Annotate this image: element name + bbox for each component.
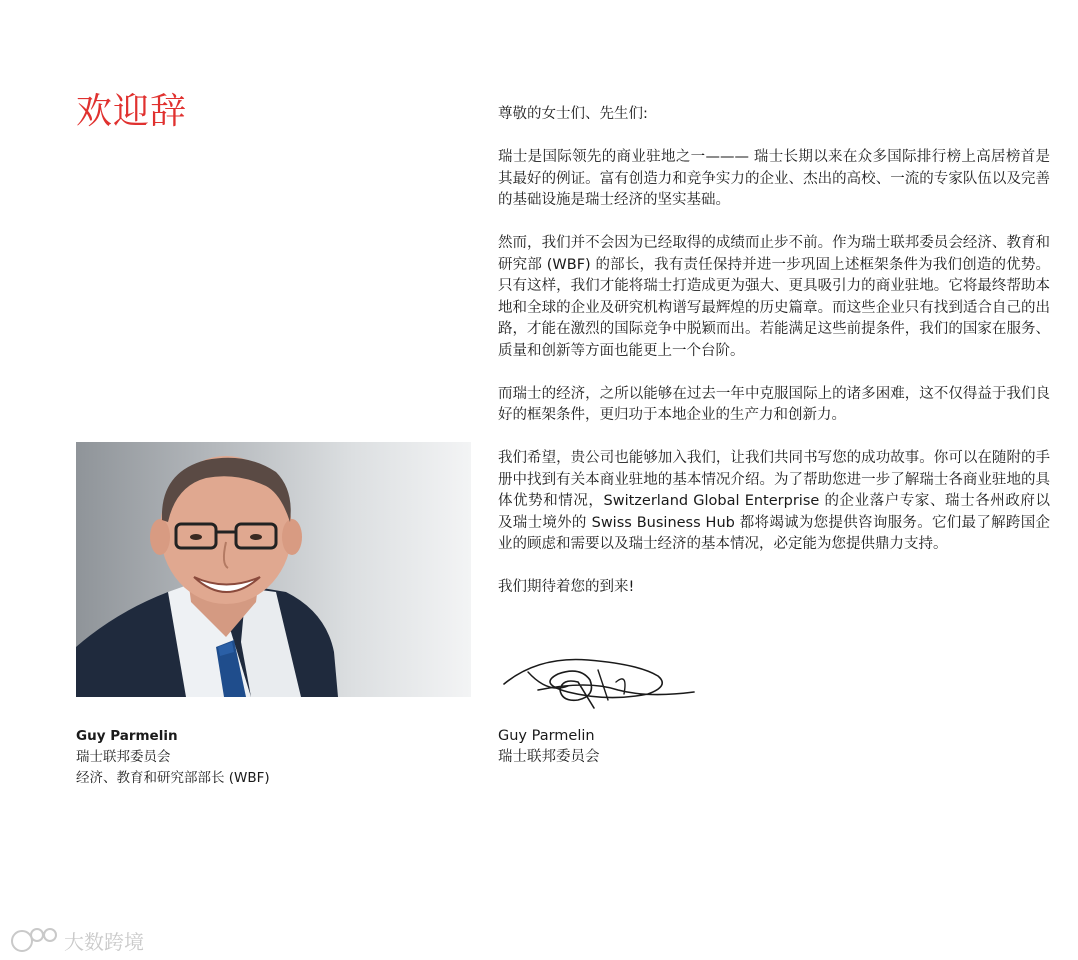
signature-name: Guy Parmelin bbox=[498, 728, 595, 744]
letter-paragraph: 瑞士是国际领先的商业驻地之一——— 瑞士长期以来在众多国际排行榜上高居榜首是其最好的例证。富有创造力和竞争实力的企业、杰出的高校、一流的专家队伍以及完善的基础设施是瑞士经济的坚实基础。 bbox=[498, 149, 1050, 208]
letter-paragraph: 而瑞士的经济，之所以能够在过去一年中克服国际上的诸多困难，这不仅得益于我们良好的框架条件，更归功于本地企业的生产力和创新力。 bbox=[498, 385, 1050, 423]
signature-title: 瑞士联邦委员会 bbox=[498, 749, 600, 765]
portrait-caption bbox=[76, 726, 270, 789]
letter-paragraph: 我们希望，贵公司也能够加入我们，让我们共同书写您的成功故事。你可以在随附的手册中找到有关本商业驻地的基本情况介绍。为了帮助您进一步了解瑞士各商业驻地的具体优势和情况，Switzerland Global Enterprise 的企业落户专家、瑞士各州政府以及瑞士境外的 Swiss Business Hub 都将竭诚为您提供咨询服务。它们最了解跨国企业的顾虑和需要以及瑞士经济的基本情况，必定能为您提供鼎力支持。 bbox=[498, 450, 1050, 552]
watermark bbox=[10, 924, 144, 956]
signature-caption bbox=[498, 726, 600, 768]
handwritten-signature bbox=[498, 650, 698, 712]
caption-line-1: 瑞士联邦委员会 bbox=[76, 749, 171, 765]
letter-greeting: 尊敬的女士们、先生们: bbox=[498, 106, 648, 122]
letter-paragraph: 然而，我们并不会因为已经取得的成绩而止步不前。作为瑞士联邦委员会经济、教育和研究部 (WBF) 的部长，我有责任保持并进一步巩固上述框架条件为我们创造的优势。只有这样，我们才能将瑞士打造成更为强大、更具吸引力的商业驻地。它将最终帮助本地和全球的企业及研究机构谱写最辉煌的历史篇章。而这些企业只有找到适合自己的出路，才能在激烈的国际竞争中脱颖而出。若能满足这些前提条件，我们的国家在服务、质量和创新等方面也能更上一个台阶。 bbox=[498, 235, 1050, 359]
letter-body bbox=[498, 104, 1050, 620]
portrait-photo bbox=[76, 442, 471, 697]
caption-line-2: 经济、教育和研究部部长 (WBF) bbox=[76, 770, 270, 786]
portrait-illustration bbox=[76, 442, 471, 697]
page-title: 欢迎辞 bbox=[76, 91, 188, 132]
caption-name: Guy Parmelin bbox=[76, 728, 178, 744]
letter-closing: 我们期待着您的到来! bbox=[498, 579, 635, 595]
brand-logo-icon bbox=[10, 925, 58, 955]
watermark-text: 大数跨境 bbox=[64, 929, 144, 954]
